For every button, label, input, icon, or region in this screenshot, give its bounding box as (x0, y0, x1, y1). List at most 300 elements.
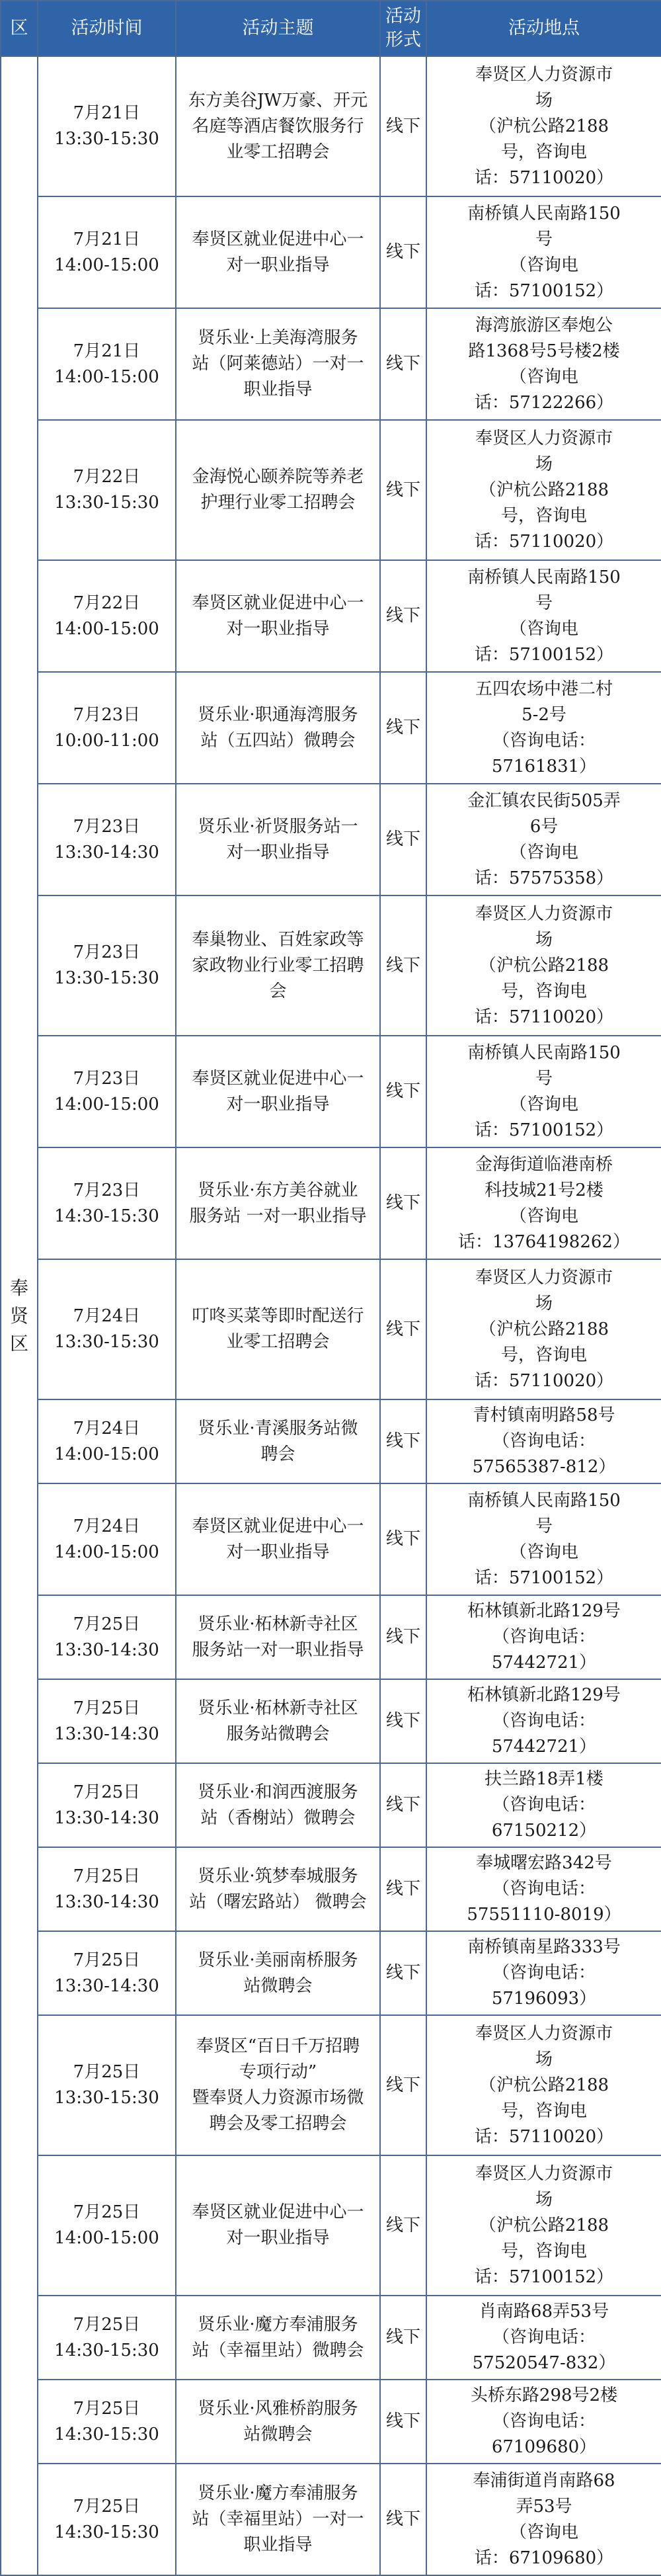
event-date: 7月22日 (73, 593, 141, 613)
location-line: （咨询电 (509, 255, 578, 275)
table-row (1, 1763, 661, 1847)
header-topic: 活动主题 (176, 1, 380, 56)
event-time: 13:30-14:30 (54, 1640, 159, 1660)
event-time: 14:00-15:00 (54, 1542, 159, 1562)
form-cell: 线下 (380, 1399, 426, 1483)
location-cell (426, 1036, 661, 1147)
location-line: （沪杭公路2188 (479, 479, 609, 500)
location-line: 南桥镇南星路333号 (467, 1937, 621, 1957)
location-line: （咨询电 (509, 2522, 578, 2542)
topic-line: 站（曙宏路站） 微聘会 (189, 1891, 367, 1912)
table-row (1, 2380, 661, 2464)
location-line: 青村镇南明路58号 (473, 1405, 615, 1425)
form-cell: 线下 (380, 2015, 426, 2155)
topic-line: 服务站 一对一职业指导 (189, 1206, 367, 1226)
topic-line: 贤乐业·筑梦奉城服务 (198, 1866, 358, 1886)
event-time: 13:30-15:30 (54, 493, 159, 513)
time-cell (38, 2296, 176, 2380)
topic-line: 服务站微聘会 (226, 1724, 330, 1744)
location-line: （咨询电话： (492, 2411, 596, 2431)
location-line: 场 (535, 1293, 553, 1313)
topic-cell (176, 1259, 380, 1399)
form-cell: 线下 (380, 1847, 426, 1931)
location-line: 话：57575358） (474, 868, 614, 888)
location-line: 话：57100152） (474, 1120, 614, 1140)
topic-cell (176, 308, 380, 420)
time-cell (38, 1847, 176, 1931)
topic-cell (176, 672, 380, 784)
topic-line: 名庭等酒店餐饮服务行 (192, 116, 364, 136)
event-time: 13:30-15:30 (54, 968, 159, 988)
location-line: 号，咨询电 (500, 2241, 587, 2261)
event-date: 7月25日 (73, 2398, 141, 2419)
time-cell (38, 1763, 176, 1847)
table-row (1, 196, 661, 308)
location-cell (426, 1931, 661, 2015)
event-date: 7月24日 (73, 1306, 141, 1326)
event-time: 13:30-14:30 (54, 1807, 159, 1828)
form-cell: 线下 (380, 1259, 426, 1399)
event-date: 7月23日 (73, 704, 141, 725)
location-line: （沪杭公路2188 (479, 116, 609, 136)
topic-line: 聘会及零工招聘会 (209, 2114, 347, 2134)
location-line: 号，咨询电 (500, 505, 587, 526)
location-line: 57565387-812） (472, 1457, 616, 1477)
location-line: 号，咨询电 (500, 2100, 587, 2121)
header-location: 活动地点 (426, 1, 661, 56)
table-row (1, 1931, 661, 2015)
event-time: 13:30-14:30 (54, 1724, 159, 1744)
form-cell: 线下 (380, 784, 426, 895)
topic-line: 家政物业行业零工招聘 (192, 955, 364, 976)
location-line: 话：57100152） (474, 1567, 614, 1588)
header-time: 活动时间 (38, 1, 176, 56)
table-row (1, 308, 661, 420)
event-date: 7月24日 (73, 1516, 141, 1536)
location-cell (426, 1679, 661, 1763)
location-cell (426, 1595, 661, 1679)
event-date: 7月25日 (73, 2314, 141, 2335)
location-line: 号，咨询电 (500, 142, 587, 162)
table-row (1, 1847, 661, 1931)
table-row (1, 2296, 661, 2380)
topic-cell (176, 196, 380, 308)
topic-cell (176, 2380, 380, 2464)
topic-cell (176, 895, 380, 1036)
location-cell (426, 1847, 661, 1931)
topic-line: 贤乐业·柘林新寺社区 (198, 1698, 358, 1718)
topic-line: 贤乐业·上美海湾服务 (198, 328, 358, 348)
topic-line: 会 (269, 981, 287, 1001)
location-line: 奉贤区人力资源市 (475, 1267, 613, 1288)
location-line: 场 (535, 454, 553, 474)
topic-line: 站（五四站）微聘会 (200, 730, 356, 751)
table-row (1, 2464, 661, 2575)
event-time: 14:30-15:30 (54, 1206, 159, 1226)
topic-line: 对一职业指导 (226, 1542, 330, 1562)
event-date: 7月25日 (73, 2062, 141, 2082)
event-date: 7月21日 (73, 341, 141, 361)
location-line: 6号 (529, 816, 559, 837)
topic-line: 对一职业指导 (226, 2228, 330, 2248)
table-row (1, 2015, 661, 2155)
location-line: 号 (535, 229, 553, 249)
topic-line: 金海悦心颐养院等养老 (192, 467, 364, 487)
location-line: （咨询电话： (492, 1627, 596, 1647)
location-line: 柘林镇新北路129号 (467, 1685, 621, 1705)
location-line: 号 (535, 1068, 553, 1089)
location-line: （咨询电话： (492, 2327, 596, 2347)
header-district: 区 (1, 1, 38, 56)
event-date: 7月25日 (73, 2496, 141, 2516)
event-date: 7月24日 (73, 1418, 141, 1438)
location-line: （沪杭公路2188 (479, 2075, 609, 2095)
location-line: （咨询电 (509, 1206, 578, 1226)
event-date: 7月25日 (73, 1698, 141, 1718)
topic-line: 站（香榭站）微聘会 (200, 1807, 356, 1828)
event-time: 14:00-15:00 (54, 1444, 159, 1464)
topic-line: 暨奉贤人力资源市场微 (192, 2088, 364, 2108)
location-line: （咨询电 (509, 1542, 578, 1562)
topic-line: 业零工招聘会 (226, 1332, 330, 1352)
time-cell (38, 2015, 176, 2155)
time-cell (38, 1483, 176, 1595)
location-line: 话：57100152） (474, 2266, 614, 2287)
event-time: 14:00-15:00 (54, 1094, 159, 1114)
topic-cell (176, 2464, 380, 2575)
table-row (1, 420, 661, 560)
location-line: 扶兰路18弄1楼 (485, 1769, 603, 1789)
table-row (1, 1259, 661, 1399)
location-line: （咨询电 (509, 1094, 578, 1114)
location-line: 话：57122266） (474, 392, 614, 413)
district-char: 贤 (9, 1304, 28, 1327)
topic-line: 贤乐业·职通海湾服务 (198, 704, 358, 725)
form-cell: 线下 (380, 895, 426, 1036)
location-line: 号 (535, 593, 553, 613)
topic-line: 东方美谷JW万豪、开元 (188, 90, 368, 110)
topic-line: 奉贤区就业促进中心一 (192, 1068, 364, 1089)
time-cell (38, 1679, 176, 1763)
form-cell: 线下 (380, 308, 426, 420)
location-line: 南桥镇人民南路150 (467, 1490, 621, 1511)
location-cell (426, 56, 661, 196)
location-line: 南桥镇人民南路150 (467, 1042, 621, 1063)
time-cell (38, 420, 176, 560)
topic-cell (176, 1399, 380, 1483)
topic-line: 贤乐业·东方美谷就业 (198, 1180, 358, 1200)
event-date: 7月21日 (73, 229, 141, 249)
location-line: 57442721） (491, 1737, 597, 1757)
time-cell (38, 784, 176, 895)
location-line: 67150212） (491, 1821, 597, 1841)
topic-cell (176, 1036, 380, 1147)
topic-cell (176, 56, 380, 196)
event-time: 13:30-14:30 (54, 1891, 159, 1912)
location-line: 57196093） (491, 1989, 597, 2009)
form-cell: 线下 (380, 2380, 426, 2464)
form-cell: 线下 (380, 1036, 426, 1147)
location-line: 金海街道临港南桥 (475, 1154, 613, 1175)
event-date: 7月25日 (73, 1782, 141, 1802)
event-time: 13:30-14:30 (54, 1975, 159, 1996)
header-row (1, 1, 661, 56)
header-form (380, 1, 426, 56)
location-cell (426, 308, 661, 420)
location-cell (426, 2015, 661, 2155)
topic-line: 对一职业指导 (226, 1094, 330, 1114)
topic-line: 奉贤区就业促进中心一 (192, 593, 364, 613)
location-line: 奉贤区人力资源市 (475, 428, 613, 448)
location-line: 奉城曙宏路342号 (476, 1853, 612, 1873)
event-date: 7月22日 (73, 467, 141, 487)
topic-line: 对一职业指导 (226, 842, 330, 862)
topic-line: 贤乐业·魔方奉浦服务 (198, 2483, 358, 2503)
topic-cell (176, 420, 380, 560)
topic-line: 奉巢物业、百姓家政等 (192, 929, 364, 950)
location-line: 柘林镇新北路129号 (467, 1601, 621, 1621)
form-cell: 线下 (380, 196, 426, 308)
topic-cell (176, 2155, 380, 2296)
event-date: 7月25日 (73, 1614, 141, 1634)
location-cell (426, 1259, 661, 1399)
location-line: （咨询电话： (492, 1795, 596, 1815)
topic-cell (176, 1763, 380, 1847)
topic-line: 奉贤区“百日千万招聘 (196, 2036, 360, 2056)
location-line: （咨询电话： (492, 1963, 596, 1983)
topic-line: 站（阿莱德站）一对一 (192, 354, 364, 374)
topic-line: 聘会 (260, 1444, 295, 1464)
location-line: 奉浦街道肖南路68 (473, 2470, 615, 2491)
location-line: 话：57110020） (474, 1007, 614, 1027)
form-cell: 线下 (380, 1483, 426, 1595)
location-line: 奉贤区人力资源市 (475, 2163, 613, 2184)
time-cell (38, 672, 176, 784)
location-line: （咨询电 (509, 842, 578, 862)
form-cell: 线下 (380, 1679, 426, 1763)
location-cell (426, 895, 661, 1036)
topic-cell (176, 2015, 380, 2155)
time-cell (38, 1147, 176, 1259)
topic-line: 对一职业指导 (226, 255, 330, 275)
location-line: 57442721） (491, 1653, 597, 1673)
form-cell: 线下 (380, 1147, 426, 1259)
location-cell (426, 2464, 661, 2575)
location-line: （咨询电 (509, 366, 578, 387)
topic-line: 站（幸福里站）微聘会 (192, 2340, 364, 2360)
location-line: 奉贤区人力资源市 (475, 2023, 613, 2044)
location-line: 场 (535, 2189, 553, 2210)
event-time: 13:30-15:30 (54, 1332, 159, 1352)
event-time: 14:00-15:00 (54, 2228, 159, 2248)
topic-cell (176, 1679, 380, 1763)
topic-line: 护理行业零工招聘会 (200, 493, 356, 513)
form-cell: 线下 (380, 1763, 426, 1847)
table-row (1, 672, 661, 784)
location-line: （沪杭公路2188 (479, 1319, 609, 1339)
topic-line: 站微聘会 (243, 1975, 313, 1996)
event-time: 14:00-15:00 (54, 255, 159, 275)
form-cell: 线下 (380, 2296, 426, 2380)
topic-line: 职业指导 (243, 380, 313, 399)
location-cell (426, 420, 661, 560)
time-cell (38, 2464, 176, 2575)
location-line: 话：57100152） (474, 280, 614, 301)
form-cell: 线下 (380, 420, 426, 560)
event-date: 7月25日 (73, 1866, 141, 1886)
topic-line: 贤乐业·风雅桥韵服务 (198, 2398, 358, 2419)
form-cell: 线下 (380, 560, 426, 672)
location-line: 号，咨询电 (500, 1345, 587, 1365)
location-line: 路1368号5号楼2楼 (468, 341, 620, 361)
location-line: 57551110-8019） (467, 1905, 621, 1925)
location-line: 肖南路68弄53号 (479, 2302, 609, 2321)
location-line: 号，咨询电 (500, 981, 587, 1001)
event-time: 13:30-15:30 (54, 2088, 159, 2108)
location-line: 南桥镇人民南路150 (467, 567, 621, 587)
location-line: 话：57110020） (474, 2126, 614, 2147)
table-row (1, 895, 661, 1036)
event-time: 14:00-15:00 (54, 618, 159, 639)
topic-cell (176, 1847, 380, 1931)
event-time: 13:30-15:30 (54, 129, 159, 149)
location-line: 奉贤区人力资源市 (475, 64, 613, 85)
table-row (1, 784, 661, 895)
location-line: （咨询电话： (492, 730, 596, 751)
event-date: 7月23日 (73, 1068, 141, 1089)
topic-line: 职业指导 (243, 2535, 313, 2555)
topic-line: 叮咚买菜等即时配送行 (192, 1306, 364, 1326)
topic-line: 站（幸福里站）一对一 (192, 2509, 364, 2529)
topic-line: 服务站一对一职业指导 (192, 1640, 364, 1660)
event-date: 7月25日 (73, 1950, 141, 1970)
location-line: 话：13764198262） (458, 1231, 630, 1252)
event-time: 10:00-11:00 (54, 730, 159, 751)
table-row (1, 1679, 661, 1763)
location-line: 话：57110020） (474, 167, 614, 188)
topic-line: 贤乐业·柘林新寺社区 (198, 1614, 358, 1634)
location-line: （咨询电话： (492, 1879, 596, 1899)
location-line: （沪杭公路2188 (479, 955, 609, 976)
time-cell (38, 308, 176, 420)
location-cell (426, 2296, 661, 2380)
event-time: 14:30-15:30 (54, 2340, 159, 2360)
location-line: 科技城21号2楼 (485, 1180, 603, 1200)
location-line: 金汇镇农民街505弄 (467, 790, 621, 811)
table-row (1, 1147, 661, 1259)
topic-line: 贤乐业·魔方奉浦服务 (198, 2314, 358, 2335)
topic-line: 贤乐业·祈贤服务站一 (198, 816, 358, 837)
location-line: （咨询电话： (492, 1711, 596, 1731)
topic-line: 专项行动” (239, 2062, 317, 2082)
location-cell (426, 1763, 661, 1847)
table-row (1, 1595, 661, 1679)
location-cell (426, 560, 661, 672)
topic-line: 奉贤区就业促进中心一 (192, 1516, 364, 1536)
time-cell (38, 2380, 176, 2464)
location-line: 57161831） (491, 756, 597, 776)
location-line: 话：57100152） (474, 644, 614, 665)
topic-cell (176, 2296, 380, 2380)
topic-line: 业零工招聘会 (226, 142, 330, 162)
form-cell: 线下 (380, 2155, 426, 2296)
topic-line: 奉贤区就业促进中心一 (192, 2202, 364, 2222)
time-cell (38, 2155, 176, 2296)
location-line: 话：57110020） (474, 531, 614, 552)
location-line: 弄53号 (516, 2496, 572, 2516)
form-cell: 线下 (380, 2464, 426, 2575)
time-cell (38, 196, 176, 308)
topic-cell (176, 1595, 380, 1679)
location-line: （咨询电话： (492, 1431, 596, 1451)
location-line: 场 (535, 90, 553, 110)
time-cell (38, 895, 176, 1036)
form-cell: 线下 (380, 1931, 426, 2015)
event-date: 7月23日 (73, 816, 141, 837)
location-line: （沪杭公路2188 (479, 2215, 609, 2235)
location-line: （咨询电 (509, 618, 578, 639)
topic-cell (176, 560, 380, 672)
event-time: 14:30-15:30 (54, 2424, 159, 2444)
event-time: 14:00-15:00 (54, 366, 159, 387)
location-line: 号 (535, 1516, 553, 1536)
location-line: 57520547-832） (472, 2353, 616, 2373)
table-row (1, 1483, 661, 1595)
topic-cell (176, 784, 380, 895)
table-row (1, 2155, 661, 2296)
location-line: 场 (535, 929, 553, 950)
event-time: 14:30-15:30 (54, 2522, 159, 2542)
topic-line: 贤乐业·青溪服务站微 (198, 1418, 358, 1438)
topic-line: 站微聘会 (243, 2424, 313, 2444)
topic-line: 贤乐业·美丽南桥服务 (198, 1950, 358, 1970)
time-cell (38, 56, 176, 196)
time-cell (38, 1399, 176, 1483)
time-cell (38, 1036, 176, 1147)
topic-cell (176, 1147, 380, 1259)
district-char: 奉 (9, 1276, 28, 1299)
location-line: 场 (535, 2049, 553, 2069)
location-cell (426, 1399, 661, 1483)
location-cell (426, 2155, 661, 2296)
form-cell: 线下 (380, 672, 426, 784)
form-cell: 线下 (380, 56, 426, 196)
form-cell: 线下 (380, 1595, 426, 1679)
location-line: 话：67109680） (474, 2548, 614, 2568)
header-form-line: 形式 (385, 30, 421, 50)
event-date: 7月23日 (73, 942, 141, 962)
time-cell (38, 1931, 176, 2015)
location-line: 话：57110020） (474, 1370, 614, 1391)
table-row (1, 560, 661, 672)
location-cell (426, 2380, 661, 2464)
location-line: 头桥东路298号2楼 (470, 2386, 618, 2405)
location-line: 67109680） (491, 2437, 597, 2457)
table-row (1, 1399, 661, 1483)
district-char: 区 (9, 1332, 28, 1354)
location-line: 南桥镇人民南路150 (467, 203, 621, 224)
location-line: 奉贤区人力资源市 (475, 903, 613, 924)
location-line: 五四农场中港二村 (475, 679, 613, 699)
event-date: 7月23日 (73, 1180, 141, 1200)
header-form-line: 活动 (385, 6, 421, 26)
time-cell (38, 1259, 176, 1399)
location-cell (426, 672, 661, 784)
location-line: 5-2号 (522, 704, 566, 725)
time-cell (38, 1595, 176, 1679)
table-row (1, 56, 661, 196)
event-date: 7月25日 (73, 2202, 141, 2222)
